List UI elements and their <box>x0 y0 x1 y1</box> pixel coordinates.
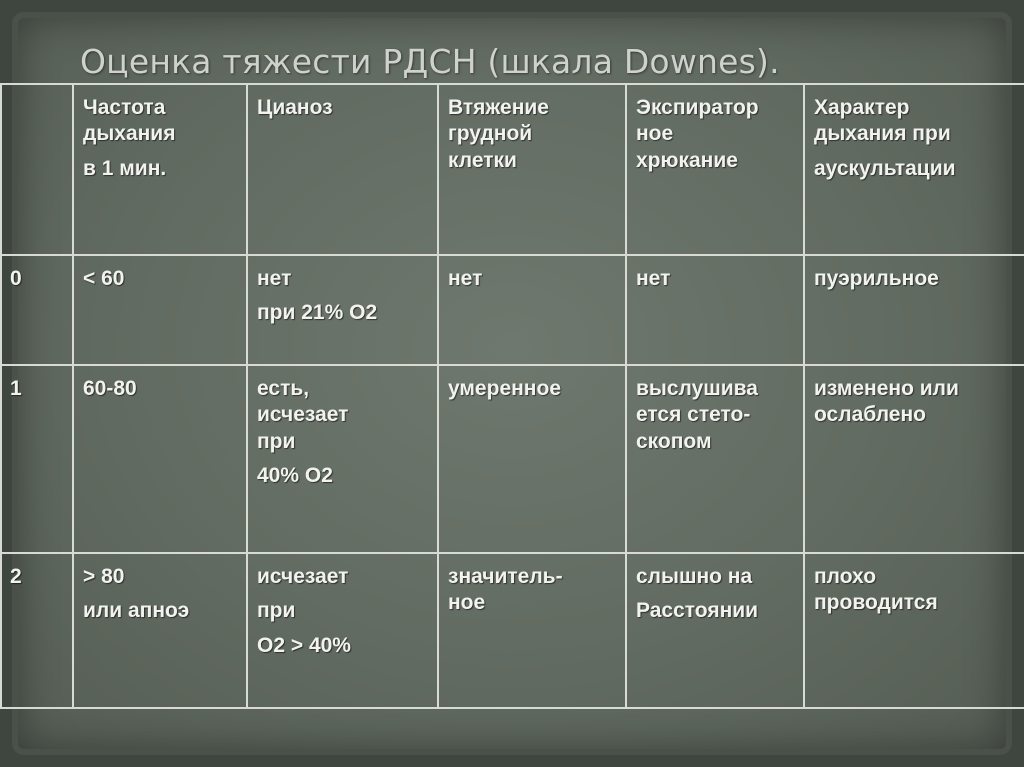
slide-title: Оценка тяжести РДСН (шкала Downes). <box>80 42 780 81</box>
cell-auscultation: пуэрильное <box>804 255 1024 365</box>
cell-expiratory-grunting: слышно на Расстоянии <box>626 553 804 708</box>
header-corner-cell <box>1 84 73 255</box>
header-cyanosis: Цианоз <box>247 84 438 255</box>
table-row-score-2 <box>1 553 1024 708</box>
cell-chest-retraction: значитель- ное <box>438 553 626 708</box>
cell-chest-retraction: нет <box>438 255 626 365</box>
score-label: 2 <box>1 553 73 708</box>
cell-cyanosis: нет при 21% О2 <box>247 255 438 365</box>
header-expiratory-grunting: Экспиратор ное хрюкание <box>626 84 804 255</box>
header-chest-retraction: Втяжение грудной клетки <box>438 84 626 255</box>
cell-auscultation: изменено или ослаблено <box>804 365 1024 553</box>
cell-expiratory-grunting: выслушива ется стето- скопом <box>626 365 804 553</box>
table-row-score-1 <box>1 365 1024 553</box>
cell-cyanosis: исчезает при О2 > 40% <box>247 553 438 708</box>
header-respiratory-rate: Частота дыхания в 1 мин. <box>73 84 247 255</box>
cell-chest-retraction: умеренное <box>438 365 626 553</box>
score-label: 0 <box>1 255 73 365</box>
cell-auscultation: плохо проводится <box>804 553 1024 708</box>
cell-respiratory-rate: 60-80 <box>73 365 247 553</box>
table-row-score-0 <box>1 255 1024 365</box>
cell-respiratory-rate: < 60 <box>73 255 247 365</box>
cell-cyanosis: есть, исчезает при 40% О2 <box>247 365 438 553</box>
cell-respiratory-rate: > 80 или апноэ <box>73 553 247 708</box>
table-header-row <box>1 84 1024 255</box>
cell-expiratory-grunting: нет <box>626 255 804 365</box>
score-label: 1 <box>1 365 73 553</box>
downes-score-table <box>0 83 1024 709</box>
header-auscultation: Характер дыхания при аускультации <box>804 84 1024 255</box>
